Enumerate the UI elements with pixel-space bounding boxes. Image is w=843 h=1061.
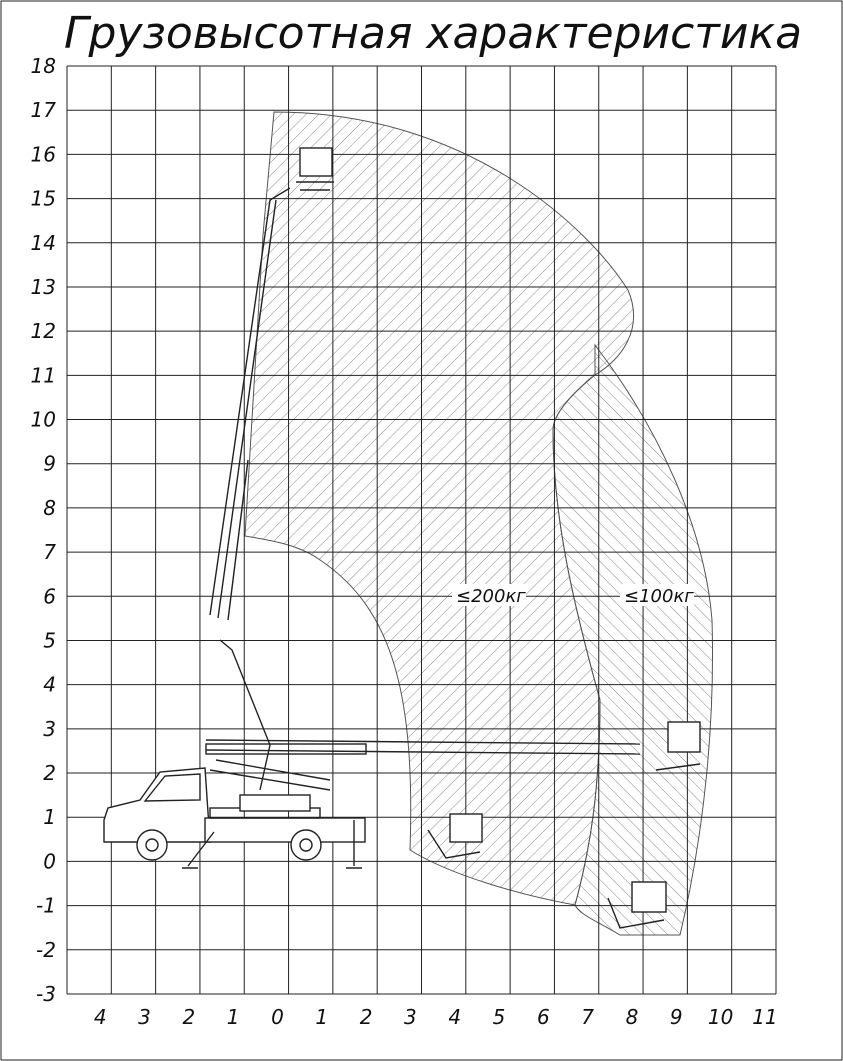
y-tick-label: 14 (30, 230, 56, 255)
x-tick-label: 7 (581, 1005, 595, 1029)
y-tick-label: 10 (30, 407, 56, 432)
y-tick-label: 7 (43, 540, 56, 565)
x-tick-label: 2 (359, 1005, 373, 1029)
lower-arm (210, 760, 330, 790)
zone-100kg-label: ≤100кг (624, 586, 694, 607)
front-wheel (137, 830, 167, 860)
y-tick-label: 18 (30, 54, 56, 78)
y-tick-label: 0 (43, 849, 56, 874)
y-tick-label: 1 (43, 805, 56, 830)
x-tick-label: 4 (448, 1005, 462, 1029)
y-tick-label: -2 (36, 937, 56, 962)
diagram-title: Грузовысотная характеристика (64, 8, 803, 59)
y-tick-label: 5 (43, 628, 56, 653)
y-tick-label: 3 (43, 716, 56, 741)
basket-right (668, 722, 700, 752)
x-tick-label: 6 (536, 1005, 550, 1029)
x-tick-label: 1 (315, 1005, 329, 1029)
x-tick-label: 11 (752, 1005, 778, 1029)
truck (104, 744, 366, 868)
y-tick-label: 13 (30, 274, 56, 299)
x-axis-ticks (94, 1005, 778, 1029)
work-zones (245, 112, 713, 935)
y-tick-label: -1 (36, 893, 56, 918)
y-tick-label: 8 (43, 495, 56, 520)
stowed-boom (206, 744, 366, 754)
rear-wheel (291, 830, 321, 860)
y-tick-label: 11 (30, 363, 56, 388)
y-tick-label: 9 (43, 451, 56, 476)
y-tick-label: -3 (36, 982, 56, 1006)
x-tick-label: 1 (226, 1005, 240, 1029)
x-tick-label: 0 (271, 1005, 284, 1029)
y-tick-label: 16 (30, 142, 56, 167)
truck-chassis (205, 818, 365, 842)
x-tick-label: 3 (138, 1005, 151, 1029)
y-tick-label: 15 (30, 186, 56, 211)
turret (240, 795, 310, 811)
y-tick-label: 4 (43, 672, 56, 697)
basket-top (300, 148, 332, 176)
x-tick-label: 3 (404, 1005, 417, 1029)
x-tick-label: 5 (492, 1005, 506, 1029)
x-tick-label: 9 (669, 1005, 683, 1029)
basket-low-mid (450, 814, 482, 842)
zone-200kg-label: ≤200кг (456, 586, 526, 607)
y-axis-ticks (31, 54, 57, 1006)
x-tick-label: 10 (707, 1005, 734, 1029)
y-tick-label: 2 (43, 761, 56, 786)
x-tick-label: 4 (93, 1005, 107, 1029)
y-tick-label: 17 (30, 98, 56, 123)
x-tick-label: 8 (625, 1005, 639, 1029)
y-tick-label: 6 (43, 584, 56, 609)
basket-low-right (632, 882, 666, 912)
y-tick-label: 12 (30, 319, 56, 344)
x-tick-label: 2 (182, 1005, 196, 1029)
